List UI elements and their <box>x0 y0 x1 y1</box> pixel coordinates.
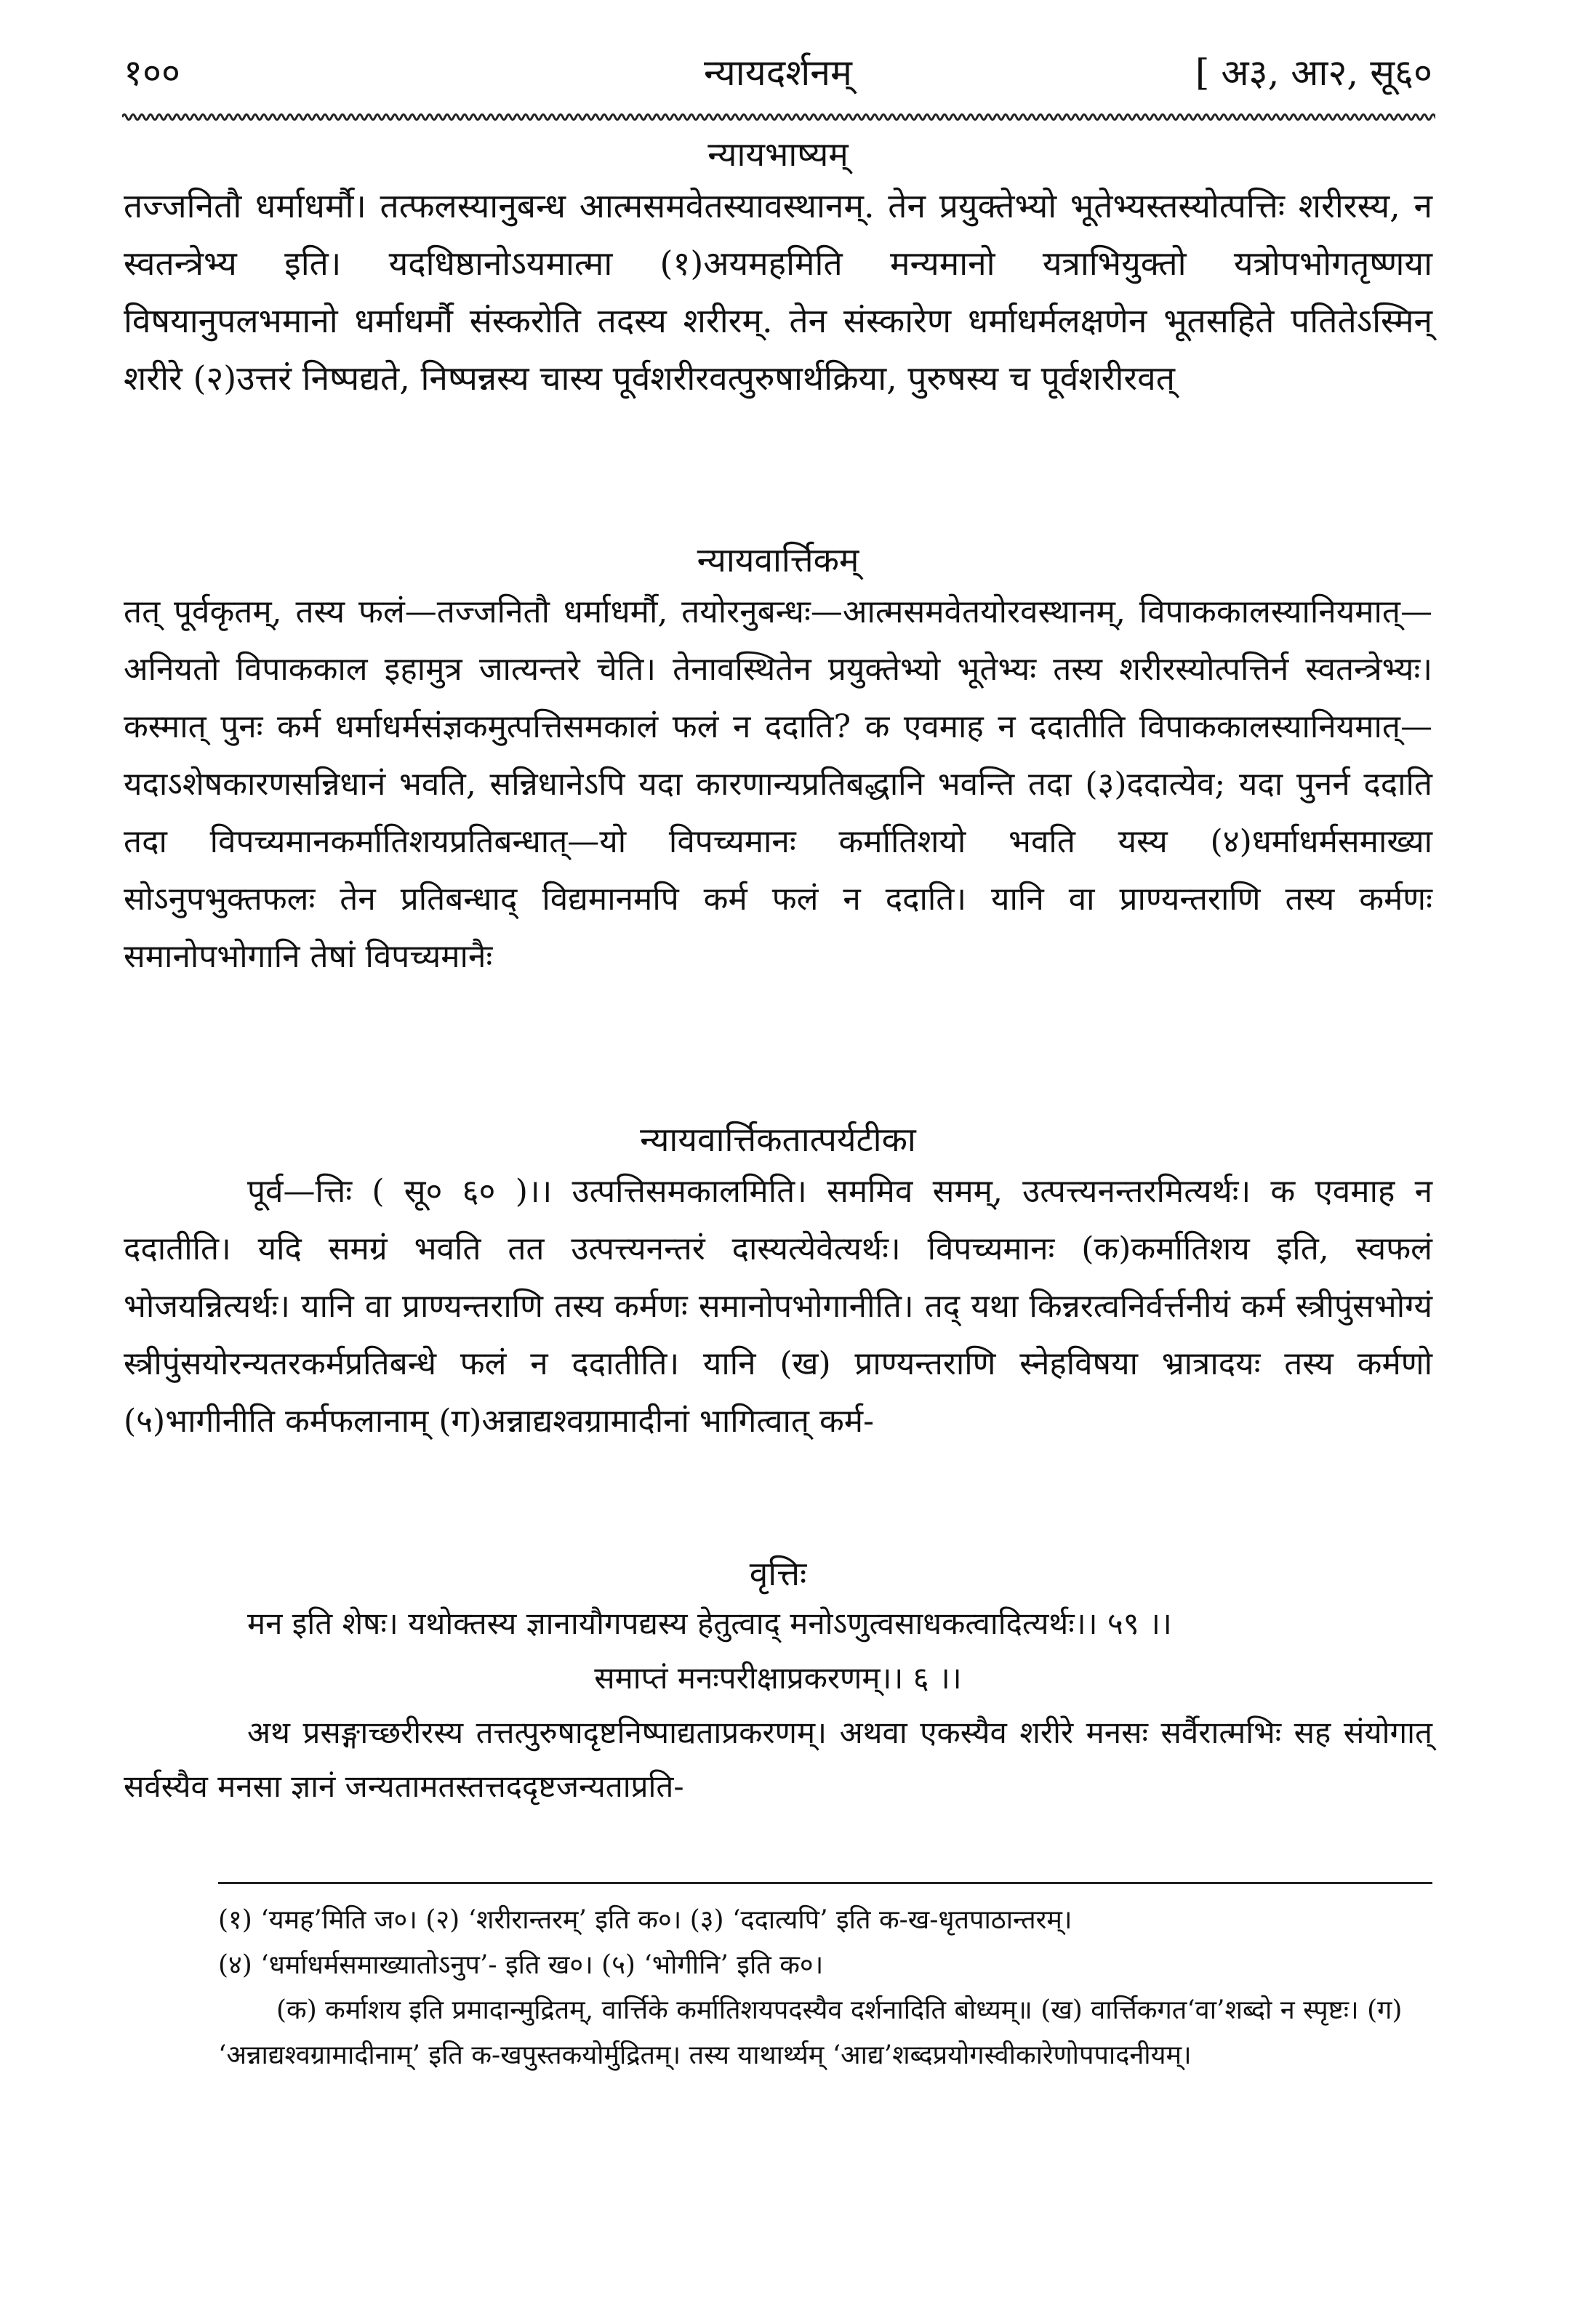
tatparya-text: पूर्व—त्तिः ( सू० ६० )।। उत्पत्तिसमकालमिति। सममिव समम्, उत्पत्त्यनन्तरमित्यर्थः। क एवमाह न ददातीति। यदि समग्रं भवति तत उत्पत्त्यनन्तरं दास्यत्येवेत्यर्थः। विपच्यमानः (क)कर्मातिशय इति, स्वफलं भोजयन्नित्यर्थः। यानि वा प्राण्यन्तराणि तस्य कर्मणः समानोपभोगानीति। तद् यथा किन्नरत्वनिर्वर्त्तनीयं कर्म स्त्रीपुंसभोग्यं स्त्रीपुंसयोरन्यतरकर्मप्रतिबन्धे फलं न ददातीति। यानि (ख) प्राण्यन्तराणि स्नेहविषया भ्रात्रादयः तस्य कर्मणो (५)भागीनीति कर्मफलानाम् (ग)अन्नाद्यश्वग्रामादीनां भागित्वात् कर्म- <box>124 1173 1432 1440</box>
varttika-heading: न्यायवार्त्तिकम् <box>697 540 859 580</box>
varttika-section <box>124 537 1432 985</box>
footnote-line: (१) ‘यमह’मिति ज०। (२) ‘शरीरान्तरम्’ इति क०। (३) ‘ददात्यपि’ इति क-ख-धृतपाठान्तरम्। <box>218 1905 1072 1935</box>
vritti-heading: वृत्तिः <box>749 1554 807 1593</box>
new-section-text: अथ प्रसङ्गाच्छरीरस्य तत्तत्पुरुषादृष्टनिष्पाद्यताप्रकरणम्। अथवा एकस्यैव शरीरे मनसः सर्वैरात्मभिः सह संयोगात् सर्वस्यैव मनसा ज्ञानं जन्यतामतस्तत्तददृष्टजन्यताप्रति- <box>124 1715 1432 1804</box>
tatparya-section <box>124 1116 1432 1450</box>
footnotes <box>218 1898 1432 2078</box>
bhashya-text: तज्जनितौ धर्माधर्मौ। तत्फलस्यानुबन्ध आत्मसमवेतस्यावस्थानम्. तेन प्रयुक्तेभ्यो भूतेभ्यस्तस्योत्पत्तिः शरीरस्य, न स्वतन्त्रेभ्य इति। यदधिष्ठानोऽयमात्मा (१)अयमहमिति मन्यमानो यत्राभियुक्तो यत्रोपभोगतृष्णया विषयानुपलभमानो धर्माधर्मौ संस्करोति तदस्य शरीरम्. तेन संस्कारेण धर्माधर्मलक्षणेन भूतसहिते पतितेऽस्मिन् शरीरे (२)उत्तरं निष्पद्यते, निष्पन्नस्य चास्य पूर्वशरीरवत्पुरुषार्थक्रिया, पुरुषस्य च पूर्वशरीरवत् <box>124 186 1432 398</box>
bhashya-heading: न्यायभाष्यम् <box>707 135 849 174</box>
vritti-text: मन इति शेषः। यथोक्तस्य ज्ञानायौगपद्यस्य हेतुत्वाद् मनोऽणुत्वसाधकत्वादित्यर्थः।। ५९ ।। <box>247 1606 1172 1641</box>
tatparya-heading: न्यायवार्त्तिकतात्पर्यटीका <box>640 1120 916 1159</box>
footnote-rule <box>218 1882 1432 1884</box>
vritti-section <box>124 1550 1432 1814</box>
wavy-rule <box>122 109 1435 125</box>
footnote-line: (४) ‘धर्माधर्मसमाख्यातोऽनुप’- इति ख०। (५) ‘भोगीनि’ इति क०। <box>218 1950 824 1980</box>
page-number: १०० <box>124 52 180 94</box>
running-title: न्यायदर्शनम् <box>704 52 852 94</box>
page-header <box>124 40 1432 105</box>
bhashya-section <box>124 131 1432 407</box>
chapter-reference: [ अ३, आ२, सू६० <box>1195 52 1432 94</box>
footnote-line: (क) कर्माशय इति प्रमादान्मुद्रितम्, वार्त्तिके कर्मातिशयपदस्यैव दर्शनादिति बोध्यम्॥ (ख) वार्त्तिकगत‘वा’शब्दो न स्पृष्टः। (ग) ‘अन्नाद्यश्वग्रामादीनाम्’ इति क-खपुस्तकयोर्मुद्रितम्। तस्य याथार्थ्यम् ‘आद्य’शब्दप्रयोगस्वीकारेणोपपादनीयम्। <box>218 1995 1403 2070</box>
section-closing: समाप्तं मनःपरीक्षाप्रकरणम्।। ६ ।। <box>594 1660 962 1696</box>
varttika-text: तत् पूर्वकृतम्, तस्य फलं—तज्जनितौ धर्माधर्मौ, तयोरनुबन्धः—आत्मसमवेतयोरवस्थानम्, विपाककालस्यानियमात्—अनियतो विपाककाल इहामुत्र जात्यन्तरे चेति। तेनावस्थितेन प्रयुक्तेभ्यो भूतेभ्यः तस्य शरीरस्योत्पत्तिर्न स्वतन्त्रेभ्यः। कस्मात् पुनः कर्म धर्माधर्मसंज्ञकमुत्पत्तिसमकालं फलं न ददाति? क एवमाह न ददातीति विपाककालस्यानियमात्—यदाऽशेषकारणसन्निधानं भवति, सन्निधानेऽपि यदा कारणान्यप्रतिबद्धानि भवन्ति तदा (३)ददात्येव; यदा पुनर्न ददाति तदा विपच्यमानकर्मातिशयप्रतिबन्धात्—यो विपच्यमानः कर्मातिशयो भवति यस्य (४)धर्माधर्मसमाख्या सोऽनुपभुक्तफलः तेन प्रतिबन्धाद् विद्यमानमपि कर्म फलं न ददाति। यानि वा प्राण्यन्तराणि तस्य कर्मणः समानोपभोगानि तेषां विपच्यमानैः <box>124 593 1432 975</box>
